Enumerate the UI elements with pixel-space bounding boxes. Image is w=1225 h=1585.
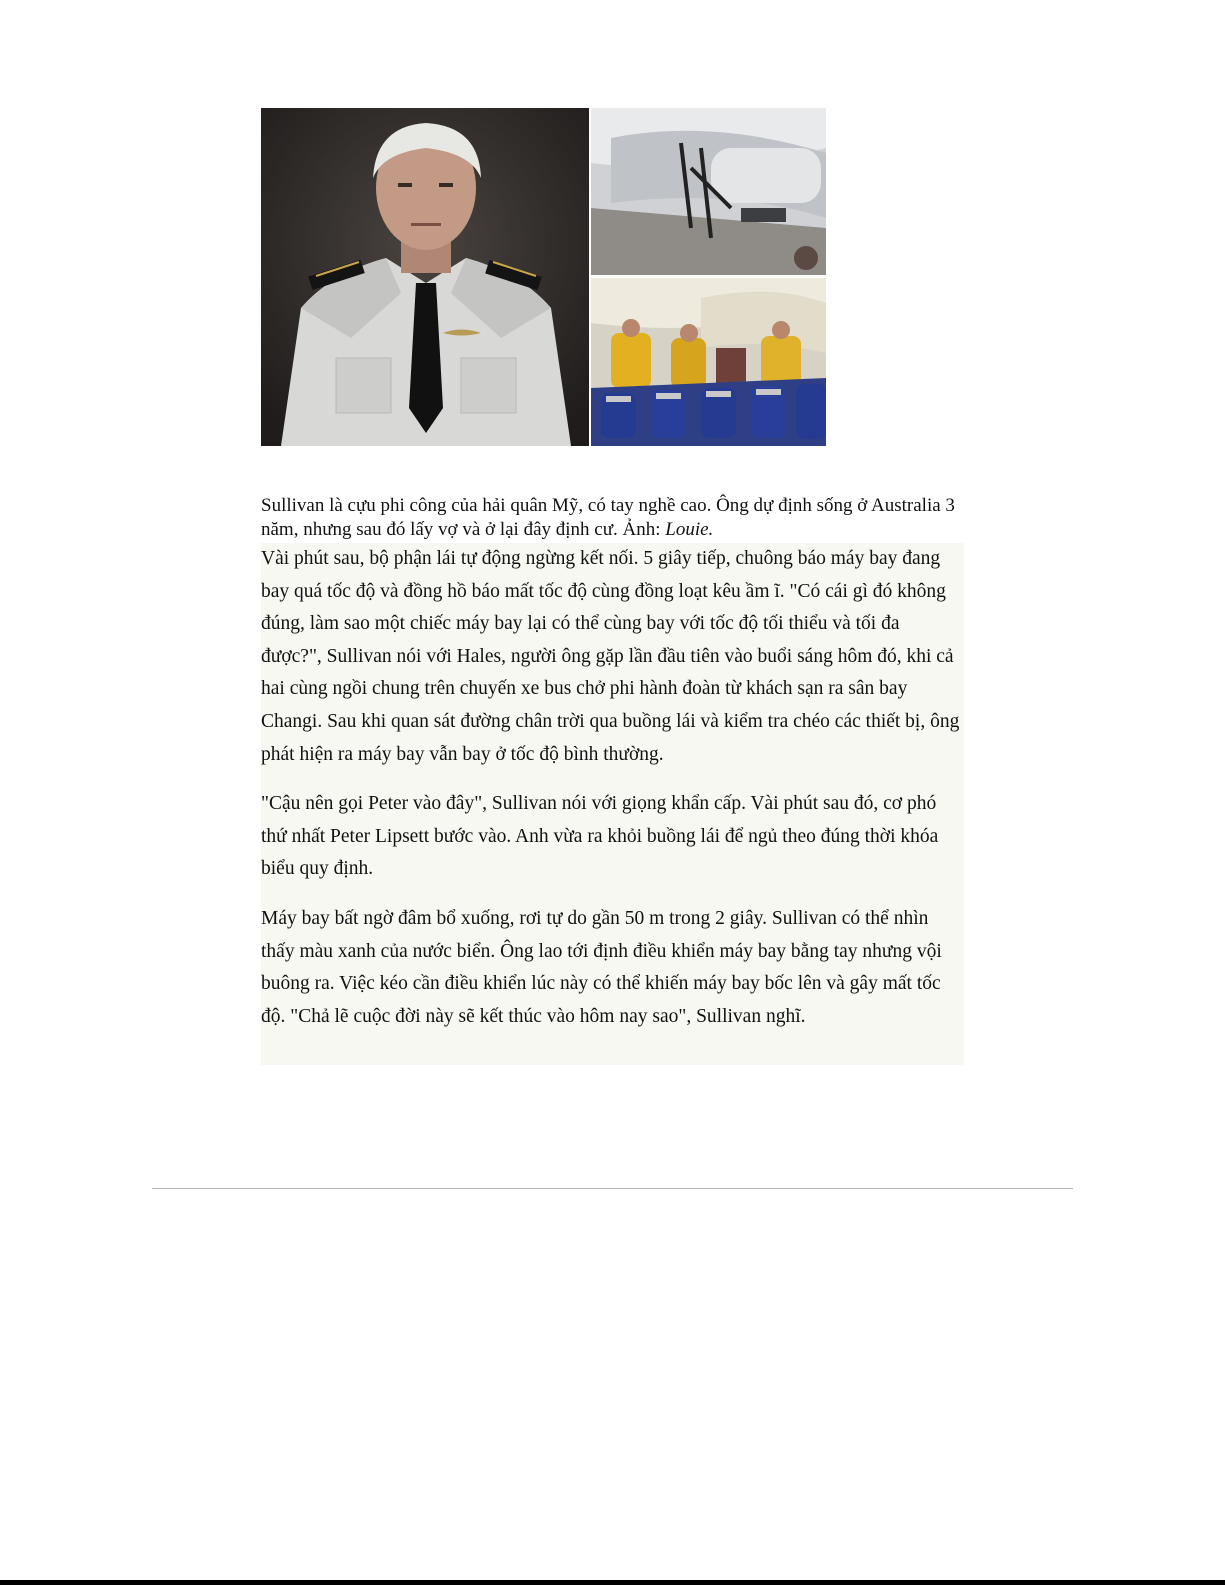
cabin-passengers-photo bbox=[591, 278, 826, 446]
article-body bbox=[261, 543, 964, 1065]
article-figure bbox=[261, 108, 826, 446]
caption-text: Sullivan là cựu phi công của hải quân Mỹ, có tay nghề cao. Ông dự định sống ở Australia 3 năm, nhưng sau đó lấy vợ và ở lại đây định cư. Ảnh: bbox=[261, 495, 955, 540]
page-divider bbox=[152, 1188, 1073, 1189]
image-caption bbox=[261, 494, 961, 542]
page-bottom-edge bbox=[0, 1580, 1225, 1585]
article-paragraph: Máy bay bất ngờ đâm bổ xuống, rơi tự do gần 50 m trong 2 giây. Sullivan có thể nhìn thấy màu xanh của nước biển. Ông lao tới định điều khiển máy bay bằng tay nhưng vội buông ra. Việc kéo cần điều khiển lúc này có thể khiến máy bay bốc lên và gây mất tốc độ. "Chả lẽ cuộc đời này sẽ kết thúc vào hôm nay sao", Sullivan nghĩ. bbox=[261, 907, 942, 1027]
cabin-damage-photo bbox=[591, 108, 826, 275]
article-paragraph: Vài phút sau, bộ phận lái tự động ngừng kết nối. 5 giây tiếp, chuông báo máy bay đang bay quá tốc độ và đồng hồ báo mất tốc độ cùng đồng loạt kêu ầm ĩ. "Có cái gì đó không đúng, làm sao một chiếc máy bay lại có thể cùng bay với tốc độ tối thiểu và tối đa được?", Sullivan nói với Hales, người ông gặp lần đầu tiên vào buổi sáng hôm đó, khi cả hai cùng ngồi chung trên chuyến xe bus chở phi hành đoàn từ khách sạn ra sân bay Changi. Sau khi quan sát đường chân trời qua buồng lái và kiểm tra chéo các thiết bị, ông phát hiện ra máy bay vẫn bay ở tốc độ bình thường. bbox=[261, 548, 960, 765]
caption-credit: Louie. bbox=[665, 519, 714, 540]
pilot-portrait-photo bbox=[261, 108, 589, 446]
article-paragraph: "Cậu nên gọi Peter vào đây", Sullivan nói với giọng khẩn cấp. Vài phút sau đó, cơ phó thứ nhất Peter Lipsett bước vào. Anh vừa ra khỏi buồng lái để ngủ theo đúng thời khóa biểu quy định. bbox=[261, 793, 939, 880]
